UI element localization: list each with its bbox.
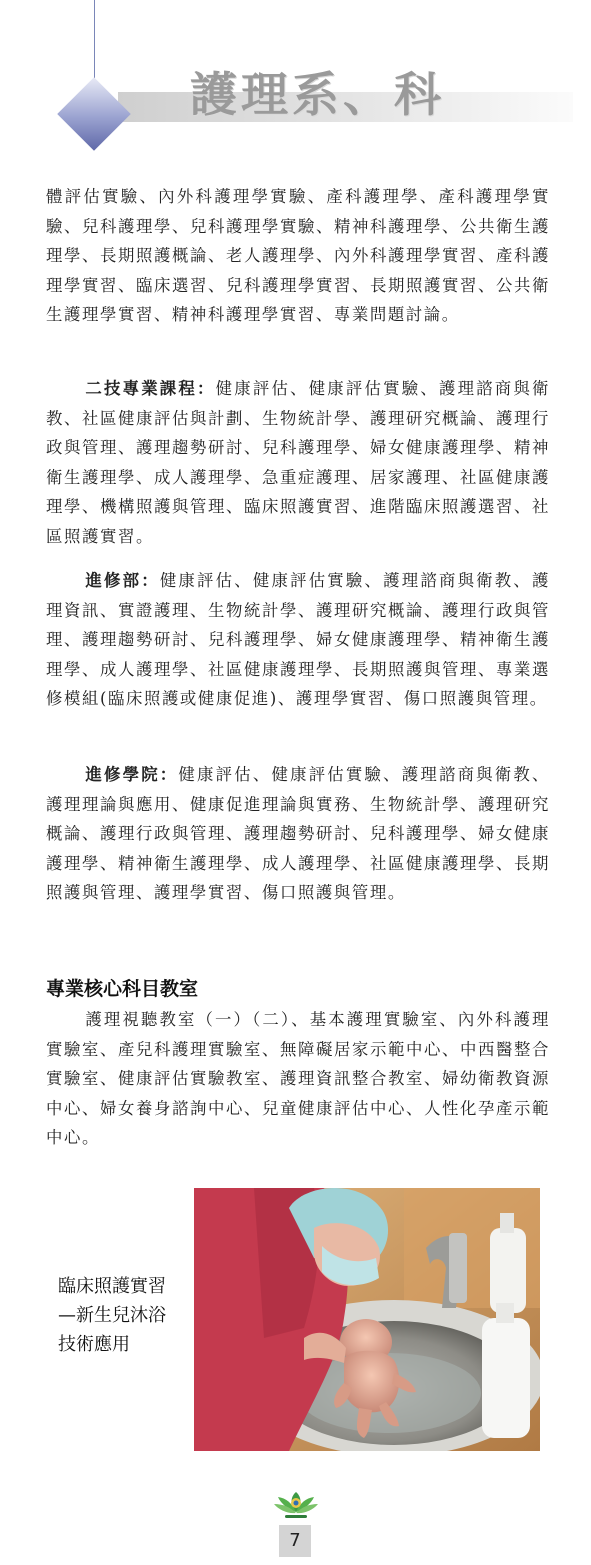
photo-caption [58, 1272, 166, 1359]
program-courses-continuing-college: 健康評估、健康評估實驗、護理諮商與衛教、護理理論與應用、健康促進理論與實務、生物統計學、護理研究概論、護理行政與管理、護理趨勢研討、兒科護理學、婦女健康護理學、精神衛生護理學、成人護理學、社區健康護理學、長期照護與管理、護理學實習、傷口照護與管理。 [46, 765, 551, 903]
section-heading-core-classrooms: 專業核心科目教室 [46, 978, 199, 1000]
page-title: 護理系、科 [190, 68, 445, 123]
page-number: 7 [279, 1525, 311, 1557]
diamond-ornament [57, 77, 131, 151]
program-label-continuing-division: 進修部： [85, 571, 160, 590]
newborn-bath-illustration [194, 1188, 540, 1451]
program-label-continuing-college: 進修學院： [85, 765, 179, 784]
paragraph-continuing-college [46, 760, 550, 908]
program-courses-continuing-division: 健康評估、健康評估實驗、護理諮商與衛教、護理資訊、實證護理、生物統計學、護理研究概論、護理行政與管理、護理趨勢研討、兒科護理學、婦女健康護理學、精神衛生護理學、成人護理學、社區健康護理學、長期照護與管理、專業選修模組(臨床照護或健康促進)、護理學實習、傷口照護與管理。 [46, 571, 550, 709]
paragraph-two-year-program [46, 374, 550, 552]
paragraph-core-classrooms: 護理視聽教室（一）（二）、基本護理實驗室、內外科護理實驗室、產兒科護理實驗室、無障礙居家示範中心、中西醫整合實驗室、健康評估實驗教室、護理資訊整合教室、婦幼衛教資源中心、婦女養身諮詢中心、兒童健康評估中心、人性化孕產示範中心。 [46, 1010, 550, 1148]
photo-caption-line-1: 臨床照護實習 [58, 1276, 166, 1297]
photo-caption-line-3: 技術應用 [58, 1334, 130, 1355]
paragraph-continuing-division [46, 566, 550, 714]
program-label-two-year: 二技專業課程： [85, 379, 216, 398]
newborn-bath-photo [194, 1188, 540, 1451]
lotus-logo-icon [271, 1488, 321, 1524]
paragraph-course-list: 體評估實驗、內外科護理學實驗、產科護理學、產科護理學實驗、兒科護理學、兒科護理學實驗、精神科護理學、公共衛生護理學、長期照護概論、老人護理學、內外科護理學實習、產科護理學實習、臨床選習、兒科護理學實習、長期照護實習、公共衛生護理學實習、精神科護理學實習、專業問題討論。 [46, 187, 550, 325]
program-courses-two-year: 健康評估、健康評估實驗、護理諮商與衛教、社區健康評估與計劃、生物統計學、護理研究概論、護理行政與管理、護理趨勢研討、兒科護理學、婦女健康護理學、精神衛生護理學、成人護理學、急重症護理、居家護理、社區健康護理學、機構照護與管理、臨床照護實習、進階臨床照護選習、社區照護實習。 [46, 379, 550, 546]
photo-caption-line-2: —新生兒沐浴 [58, 1305, 166, 1326]
